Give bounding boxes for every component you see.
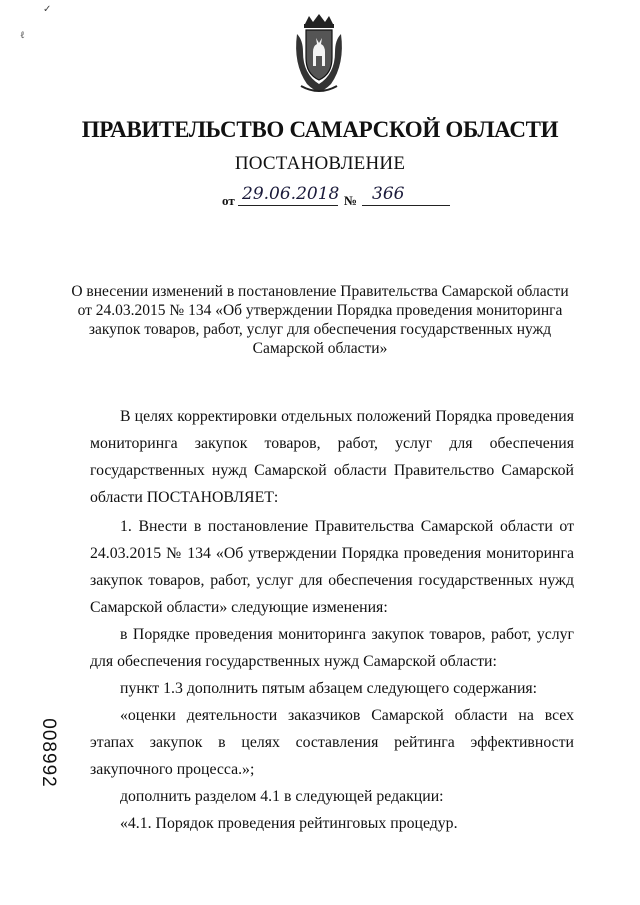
side-number-text: 008992 bbox=[38, 718, 59, 788]
body-paragraph-section-4-1: дополнить разделом 4.1 в следующей редакции: bbox=[120, 788, 444, 805]
number-handwritten: 366 bbox=[372, 184, 405, 204]
scan-mark: ℓ bbox=[20, 30, 25, 41]
body-paragraph-section-title: «4.1. Порядок проведения рейтинговых процедур. bbox=[120, 815, 458, 832]
date-handwritten: 29.06.2018 bbox=[242, 184, 340, 204]
date-underline bbox=[238, 205, 338, 206]
body-paragraph-quote: «оценки деятельности заказчиков Самарской области на всех этапах закупок в целях составления рейтинга эффективности закупочного процесса.»; bbox=[90, 707, 574, 778]
document-subject: О внесении изменений в постановление Правительства Самарской области от 24.03.2015 № 134 «Об утверждении Порядка проведения мониторинга закупок товаров, работ, услуг для обеспечения государственных нужд Самарской области» bbox=[71, 283, 569, 357]
scan-mark: ✓ bbox=[43, 4, 52, 15]
body-paragraph-procedure: в Порядке проведения мониторинга закупок товаров, работ, услуг для обеспечения государственных нужд Самарской области: bbox=[90, 626, 574, 670]
body-paragraph-preamble: В целях корректировки отдельных положений Порядка проведения мониторинга закупок товаров, работ, услуг для обеспечения государственных нужд Самарской области Правительство Самарской области ПОСТАНОВЛЯЕТ: bbox=[90, 408, 574, 506]
registration-side-number bbox=[33, 718, 63, 788]
body-paragraph-item-1: 1. Внести в постановление Правительства Самарской области от 24.03.2015 № 134 «Об утверждении Порядка проведения мониторинга закупок товаров, работ, услуг для обеспечения государственных нужд Самарской области» следующие изменения: bbox=[90, 518, 574, 616]
document-type: ПОСТАНОВЛЕНИЕ bbox=[234, 153, 406, 174]
coat-of-arms-emblem bbox=[291, 14, 347, 94]
body-paragraph-point-1-3: пункт 1.3 дополнить пятым абзацем следующего содержания: bbox=[120, 680, 538, 697]
number-prefix: № bbox=[344, 193, 358, 208]
number-underline bbox=[362, 205, 450, 206]
date-prefix: от bbox=[222, 193, 235, 208]
date-number-line bbox=[222, 184, 452, 212]
government-title: ПРАВИТЕЛЬСТВО САМАРСКОЙ ОБЛАСТИ bbox=[81, 117, 559, 142]
